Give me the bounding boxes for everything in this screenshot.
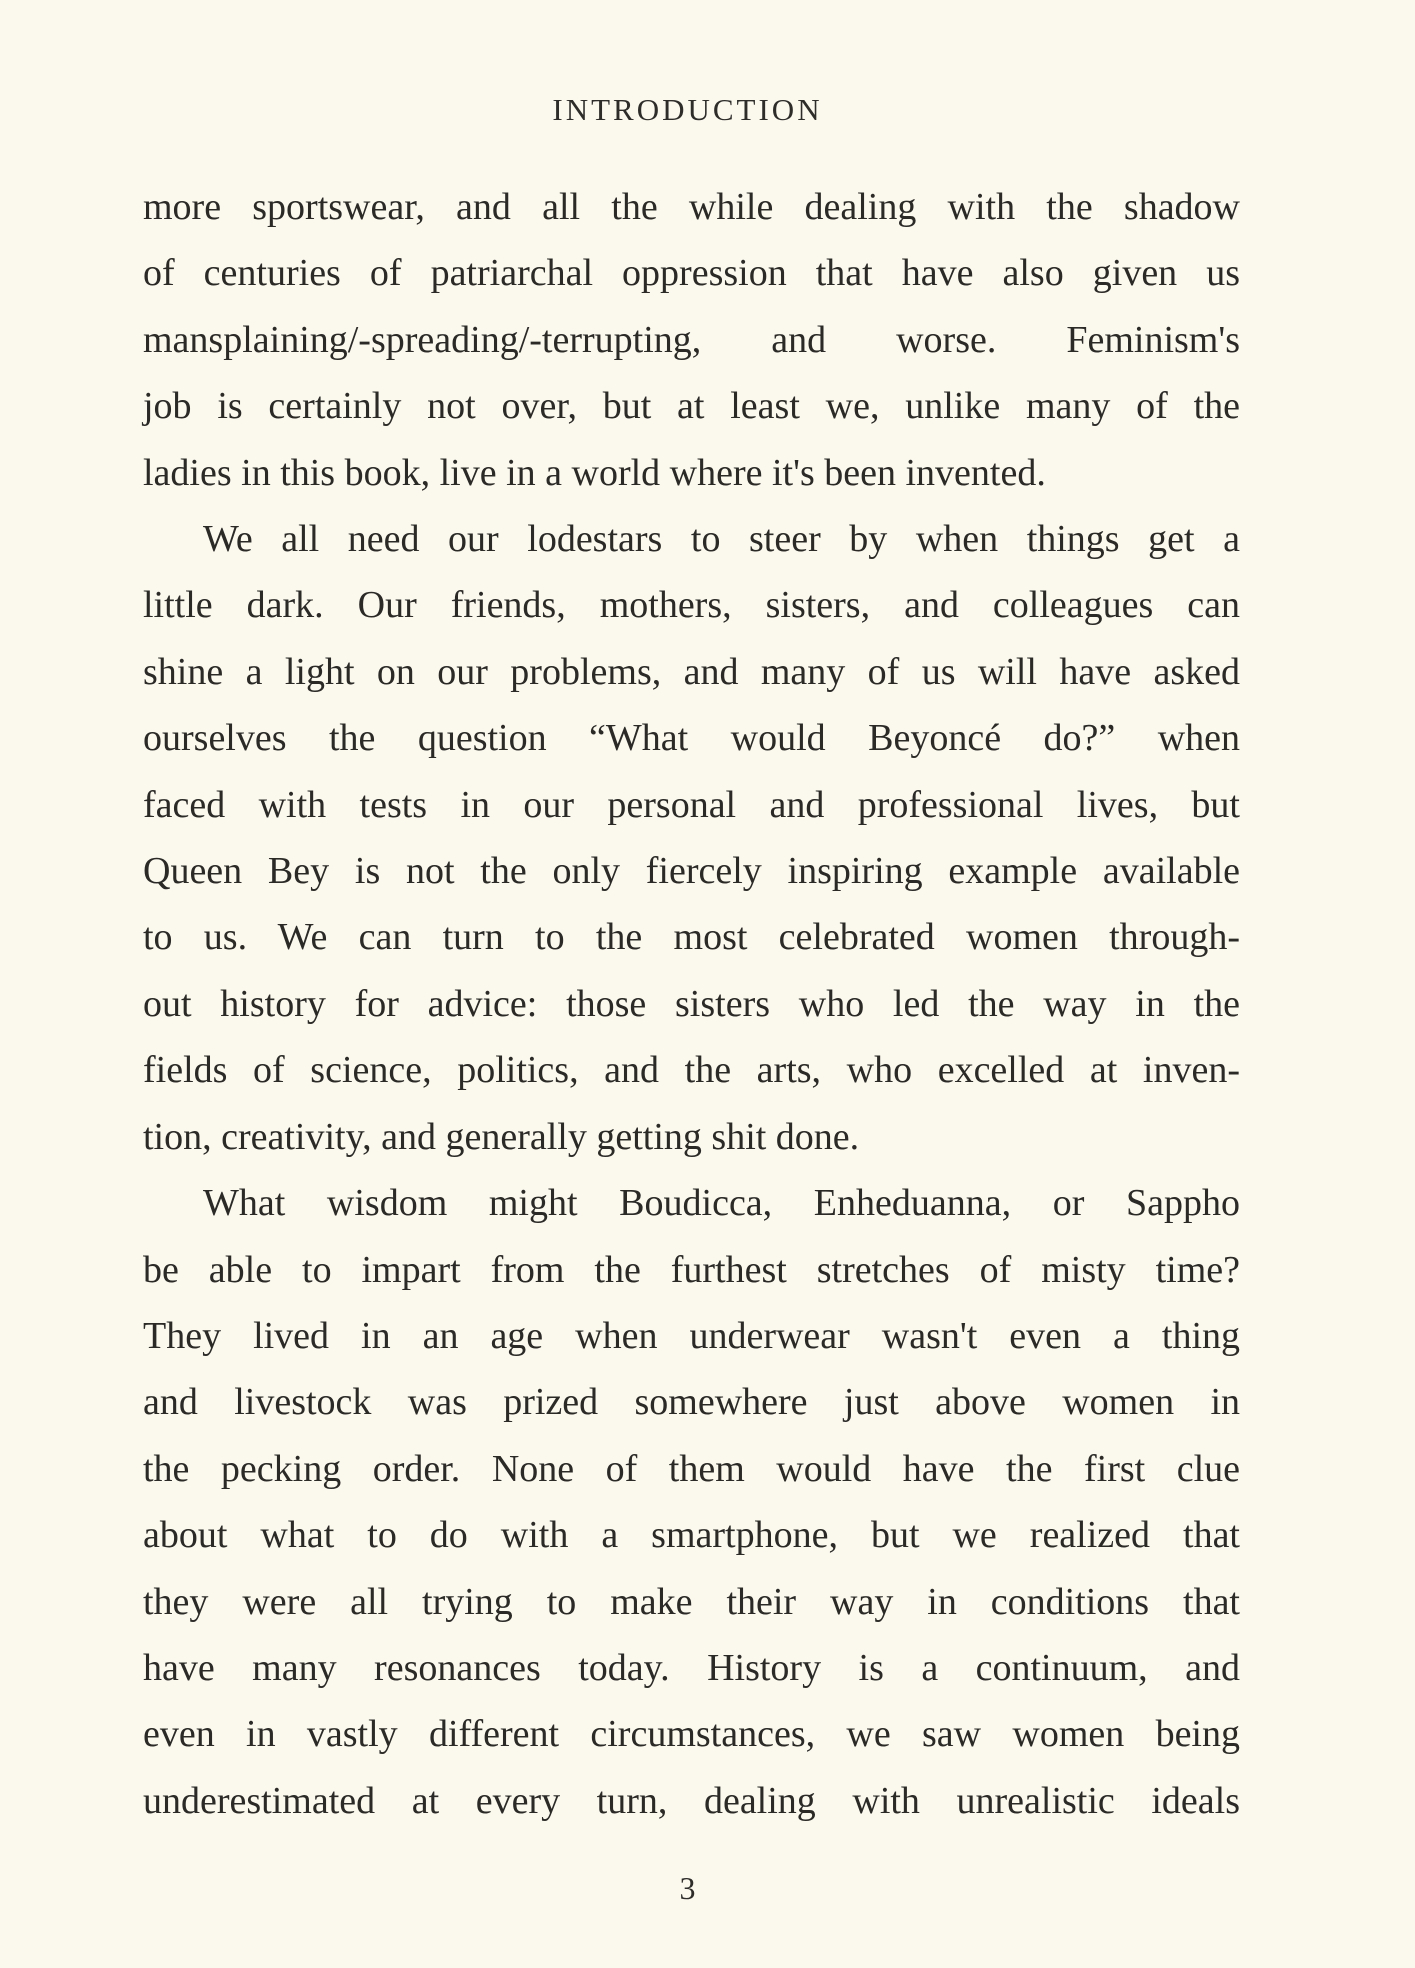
text-line: They lived in an age when underwear wasn't even a thing [143, 1314, 1240, 1357]
text-line: What wisdom might Boudicca, Enheduanna, or Sappho [203, 1182, 1240, 1225]
text-line: be able to impart from the furthest stretches of misty time? [143, 1248, 1240, 1291]
text-line: faced with tests in our personal and professional lives, but [143, 783, 1240, 826]
text-line: even in vastly different circumstances, we saw women being [143, 1713, 1240, 1756]
text-line: out history for advice: those sisters who led the way in the [143, 982, 1240, 1025]
text-line: tion, creativity, and generally getting shit done. [143, 1115, 860, 1158]
text-line: fields of science, politics, and the arts, who excelled at inven- [143, 1049, 1240, 1092]
text-line: about what to do with a smartphone, but we realized that [143, 1514, 1240, 1557]
text-line: more sportswear, and all the while dealing with the shadow [143, 186, 1240, 228]
body-text [143, 174, 1240, 1834]
paragraph-3 [143, 1170, 1240, 1834]
text-line: have many resonances today. History is a continuum, and [143, 1646, 1240, 1689]
paragraph-2 [143, 506, 1240, 1170]
page-number: 3 [679, 1870, 696, 1906]
text-line: We all need our lodestars to steer by when things get a [203, 518, 1240, 561]
text-line: job is certainly not over, but at least we, unlike many of the [143, 385, 1240, 428]
text-line: and livestock was prized somewhere just above women in [143, 1381, 1240, 1424]
running-head: INTRODUCTION [552, 92, 823, 127]
text-line: shine a light on our problems, and many of us will have asked [143, 650, 1240, 693]
text-line: they were all trying to make their way in conditions that [143, 1580, 1240, 1623]
text-line: Queen Bey is not the only fiercely inspiring example available [143, 850, 1240, 893]
paragraph-1 [143, 174, 1240, 506]
text-line: ladies in this book, live in a world where it's been invented. [143, 451, 1046, 494]
text-line: of centuries of patriarchal oppression that have also given us [143, 252, 1240, 295]
text-line: little dark. Our friends, mothers, sisters, and colleagues can [143, 584, 1240, 627]
text-line: ourselves the question “What would Beyoncé do?” when [143, 717, 1240, 760]
text-line: the pecking order. None of them would have the first clue [143, 1447, 1240, 1490]
text-line: underestimated at every turn, dealing with unrealistic ideals [143, 1779, 1240, 1822]
text-line: to us. We can turn to the most celebrated women through- [143, 916, 1240, 959]
text-line: mansplaining/-spreading/-terrupting, and worse. Feminism's [143, 318, 1240, 361]
